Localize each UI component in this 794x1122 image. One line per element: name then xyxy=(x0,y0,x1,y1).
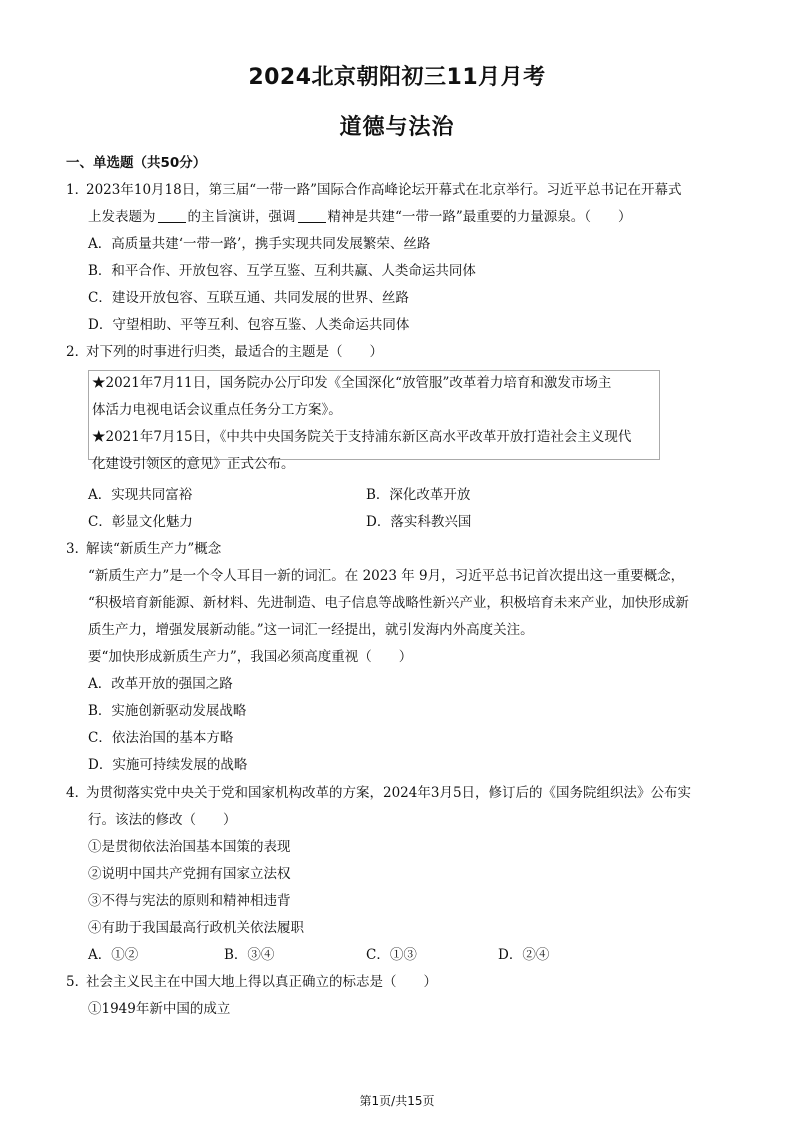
question-4-option-c: C．①③ xyxy=(366,947,417,963)
question-4-line-1 xyxy=(66,784,691,802)
question-2-option-b: B．深化改革开放 xyxy=(366,487,471,503)
subject-title: 道德与法治 xyxy=(339,115,455,140)
question-number: 2． xyxy=(66,344,89,360)
question-3-para-line: 质生产力，增强发展新动能。”这一词汇一经提出，就引发海内外高度关注。 xyxy=(88,622,534,638)
stem-text: 上发表题为 xyxy=(88,209,156,225)
news-box-line: ★2021年7月11日，国务院办公厅印发《全国深化“放管服”改革着力培育和激发市场主 xyxy=(92,375,612,391)
question-2-option-d: D．落实科教兴国 xyxy=(366,514,472,530)
question-number: 3． xyxy=(66,541,89,557)
question-3-prompt: 要“加快形成新质生产力”，我国必须高度重视（ ） xyxy=(88,649,413,665)
question-3-option-b: B．实施创新驱动发展战略 xyxy=(88,703,247,719)
question-3-option-c: C．依法治国的基本方略 xyxy=(88,730,234,746)
section-heading: 一、单选题（共50分） xyxy=(66,155,207,171)
question-4-option-b: B．③④ xyxy=(224,947,275,963)
question-1-option-a: A．高质量共建‘一带一路’，携手实现共同发展繁荣、丝路 xyxy=(88,236,431,252)
question-2-stem: 对下列的时事进行归类，最适合的主题是（ ） xyxy=(86,344,383,360)
question-3-option-d: D．实施可持续发展的战略 xyxy=(88,757,248,773)
page-footer: 第1页/共15页 xyxy=(359,1094,435,1108)
question-2-line-1 xyxy=(66,343,383,361)
question-1-stem: 2023年10月18日，第三届“一带一路”国际合作高峰论坛开幕式在北京举行。习近平总书记在开幕式 xyxy=(86,182,682,198)
question-3-line-1 xyxy=(66,540,221,558)
question-5-item: ①1949年新中国的成立 xyxy=(88,1001,231,1017)
question-3-stem: 解读“新质生产力”概念 xyxy=(86,541,222,557)
question-4-item: ③不得与宪法的原则和精神相违背 xyxy=(88,893,291,909)
news-box-line: 化建设引领区的意见》正式公布。 xyxy=(92,456,295,472)
news-box-line: ★2021年7月15日，《中共中央国务院关于支持浦东新区高水平改革开放打造社会主义现代 xyxy=(92,429,632,445)
question-2-option-c: C．彰显文化魅力 xyxy=(88,514,193,530)
question-4-item: ②说明中国共产党拥有国家立法权 xyxy=(88,866,291,882)
stem-text: 的主旨演讲，强调 xyxy=(187,209,296,225)
news-box-line: 体活力电视电话会议重点任务分工方案》。 xyxy=(92,402,342,418)
question-number: 1． xyxy=(66,182,89,198)
question-1-line-1 xyxy=(66,181,682,199)
question-3-para-line: “新质生产力”是一个令人耳目一新的词汇。在 2023 年 9月，习近平总书记首次提出这一重要概念， xyxy=(88,568,685,584)
question-number: 5． xyxy=(66,974,89,990)
question-4-item: ①是贯彻依法治国基本国策的表现 xyxy=(88,839,291,855)
exam-title: 2024北京朝阳初三11月月考 xyxy=(248,65,546,90)
stem-text: 精神是共建“一带一路”最重要的力量源泉。（ ） xyxy=(327,209,632,225)
fill-blank xyxy=(158,208,186,223)
question-number: 4． xyxy=(66,785,89,801)
question-4-option-d: D．②④ xyxy=(498,947,550,963)
question-4-option-a: A．①② xyxy=(88,947,139,963)
question-2-option-a: A．实现共同富裕 xyxy=(88,487,193,503)
question-5-line-1 xyxy=(66,973,437,991)
question-5-stem: 社会主义民主在中国大地上得以真正确立的标志是（ ） xyxy=(86,974,437,990)
question-3-para-line: “积极培育新能源、新材料、先进制造、电子信息等战略性新兴产业，积极培育未来产业，加快形成新 xyxy=(88,595,689,611)
question-4-stem: 为贯彻落实党中央关于党和国家机构改革的方案，2024年3月5日，修订后的《国务院组织法》公布实 xyxy=(86,785,692,801)
question-1-option-d: D．守望相助、平等互利、包容互鉴、人类命运共同体 xyxy=(88,317,410,333)
fill-blank xyxy=(298,208,326,223)
question-3-option-a: A．改革开放的强国之路 xyxy=(88,676,233,692)
question-4-line-2: 行。该法的修改（ ） xyxy=(88,812,237,828)
question-1-option-c: C．建设开放包容、互联互通、共同发展的世界、丝路 xyxy=(88,290,409,306)
question-4-item: ④有助于我国最高行政机关依法履职 xyxy=(88,920,304,936)
question-1-line-2 xyxy=(88,208,632,226)
question-1-option-b: B．和平合作、开放包容、互学互鉴、互利共赢、人类命运共同体 xyxy=(88,263,476,279)
